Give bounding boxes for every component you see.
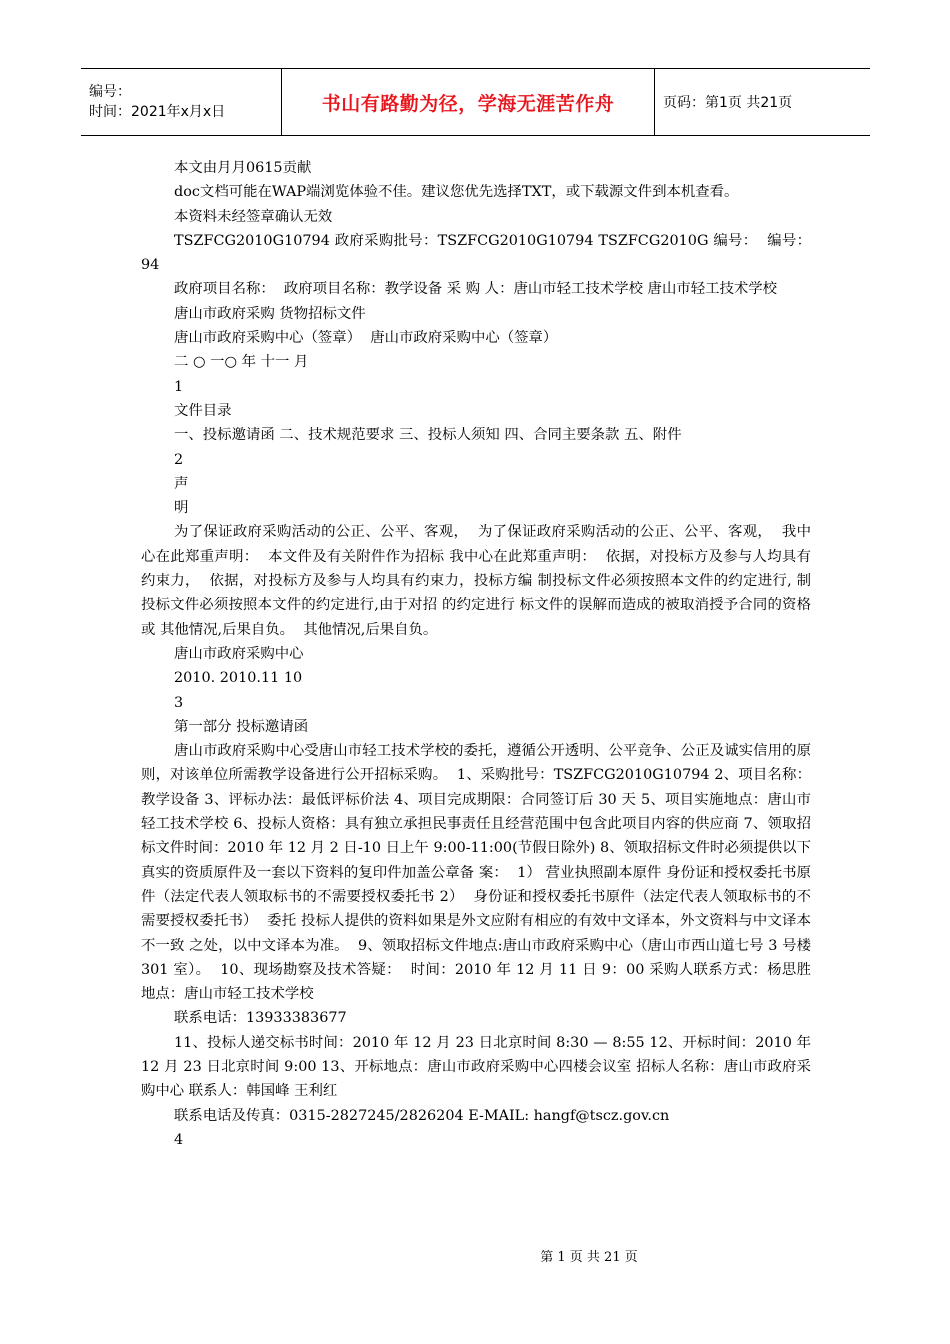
paragraph: 唐山市政府采购中心受唐山市轻工技术学校的委托，遵循公开透明、公平竞争、公正及诚实信用的原则，对该单位所需教学设备进行公开招标采购。 1、采购批号：TSZFCG2010G10794 2、项目名称：教学设备 3、评标办法：最低评标价法 4、项目完成期限：合同签订后 30 天 5、项目实施地点：唐山市轻工技术学校 6、投标人资格：具有独立承担民事责任且经营范围中包含此项目内容的供应商 7、领取招标文件时间：2010 年 12 月 2 日-10 日上午 9:00-11:00(节假日除外) 8、领取招标文件时必须提供以下真实的资质原件及一套以下资料的复印件加盖公章备 案： 1） 营业执照副本原件 身份证和授权委托书原件（法定代表人领取标书的不需要授权委托书 2） 身份证和授权委托书原件（法定代表人领取标书的不需要授权委托书） 委托 投标人提供的资料如果是外文应附有相应的有效中文译本，外文资料与中文译本不一致 之处，以中文译本为准。 9、领取招标文件地点:唐山市政府采购中心（唐山市西山道七号 3 号楼 301 室）。 10、现场勘察及技术答疑： 时间：2010 年 12 月 11 日 9：00 采购人联系方式：杨思胜 地点：唐山市轻工技术学校 [141, 743, 816, 1003]
paragraph: 为了保证政府采购活动的公正、公平、客观， 为了保证政府采购活动的公正、公平、客观， 我中心在此郑重声明： 本文件及有关附件作为招标 我中心在此郑重声明： 依据，对投标方及参与人均具有约束力， 依据，对投标方及参与人均具有约束力，投标方编 制投标文件必须按照本文件的约定进行, 制投标文件必须按照本文件的约定进行,由于对招 的约定进行 标文件的误解而造成的被取消授予合同的资格或 其他情况,后果自负。 其他情况,后果自负。 [141, 524, 811, 638]
paragraph: 3 [174, 694, 184, 711]
header-motto-cell [281, 69, 655, 135]
paragraph: TSZFCG2010G10794 政府采购批号：TSZFCG2010G10794 TSZFCG2010G 编号： 编号：94 [141, 232, 811, 274]
page-header [81, 68, 870, 136]
paragraph: 第一部分 投标邀请函 [174, 718, 309, 735]
document-body [141, 156, 816, 1152]
paragraph: 4 [174, 1131, 184, 1148]
paragraph: 联系电话及传真：0315-2827245/2826204 E-MAIL: hangf@tscz.gov.cn [174, 1107, 670, 1124]
code-label: 编号： [89, 84, 131, 100]
paragraph: 政府项目名称： 政府项目名称：教学设备 采 购 人：唐山市轻工技术学校 唐山市轻工技术学校 [174, 281, 778, 298]
paragraph: 联系电话：13933383677 [174, 1010, 347, 1027]
header-left [81, 69, 281, 135]
paragraph: 本文由月月0615贡献 [174, 160, 312, 176]
paragraph: 1 [174, 378, 184, 395]
paragraph: 声 [174, 475, 189, 492]
paragraph: 11、投标人递交标书时间：2010 年 12 月 23 日北京时间 8:30 — 8:55 12、开标时间：2010 年 12 月 23 日北京时间 9:00 13、开标地点：唐山市政府采购中心四楼会议室 招标人名称：唐山市政府采购中心 联系人：韩国峰 王利红 [141, 1034, 816, 1100]
paragraph: 唐山市政府采购中心（签章） 唐山市政府采购中心（签章） [174, 330, 558, 347]
header-right [655, 69, 870, 135]
paragraph: 2010. 2010.11 10 [174, 670, 303, 687]
paragraph: 本资料未经签章确认无效 [174, 208, 333, 225]
paragraph: doc文档可能在WAP端浏览体验不佳。建议您优先选择TXT，或下载源文件到本机查看。 [174, 184, 739, 201]
paragraph: 2 [174, 451, 184, 468]
date-label: 时间：2021年x月x日 [89, 104, 226, 120]
paragraph: 唐山市政府采购 货物招标文件 [174, 305, 366, 322]
paragraph: 二 ○ 一○ 年 十一 月 [174, 354, 309, 371]
paragraph: 文件目录 [174, 402, 232, 419]
page-footer: 第 1 页 共 21 页 [540, 1250, 638, 1265]
paragraph: 一、投标邀请函 二、技术规范要求 三、投标人须知 四、合同主要条款 五、附件 [174, 427, 682, 444]
page-number-label: 页码：第1页 共21页 [663, 95, 793, 111]
motto: 书山有路勤为径，学海无涯苦作舟 [321, 92, 615, 115]
paragraph: 唐山市政府采购中心 [174, 645, 304, 662]
paragraph: 明 [174, 500, 189, 517]
